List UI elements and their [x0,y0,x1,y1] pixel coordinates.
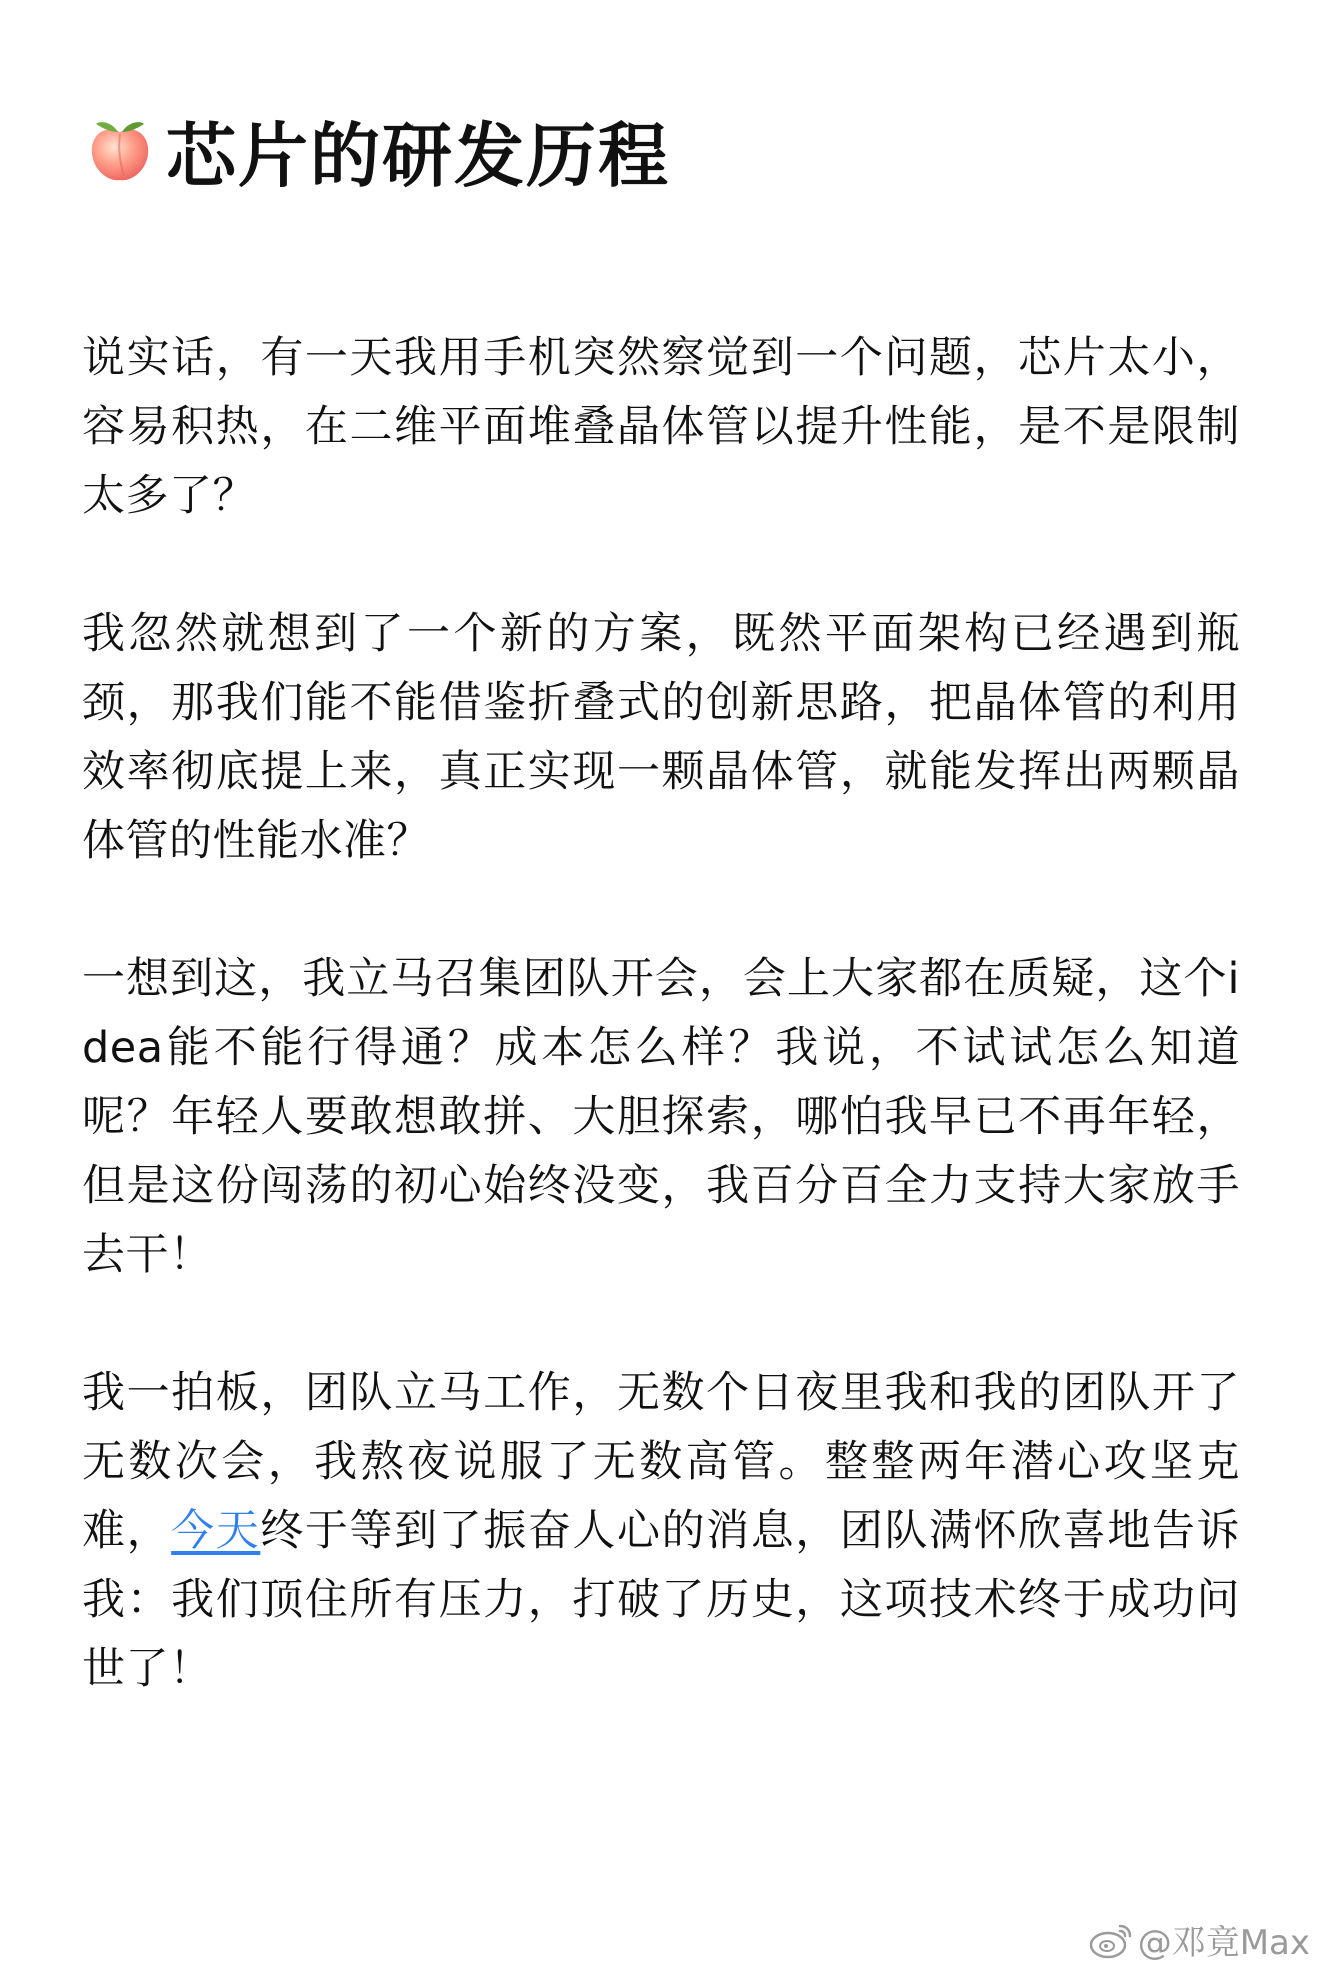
paragraph-3: 一想到这，我立马召集团队开会，会上大家都在质疑，这个idea能不能行得通？成本怎么样？我说，不试试怎么知道呢？年轻人要敢想敢拼、大胆探索，哪怕我早已不再年轻，但是这份闯荡的初心始终没变，我百分百全力支持大家放手去干！ [82,954,1240,1280]
post-header [84,100,670,200]
paragraph-4-after: 终于等到了振奋人心的消息，团队满怀欣喜地告诉我：我们顶住所有压力，打破了历史，这项技术终于成功问世了！ [82,1506,1241,1694]
watermark [1088,1915,1310,1964]
paragraph-4-before: 我一拍板，团队立马工作，无数个日夜里我和我的团队开了无数次会，我熬夜说服了无数高管。整整两年潜心攻坚克难， [82,1368,1240,1556]
paragraph-4 [82,1359,1240,1704]
post-title: 芯片的研发历程 [166,114,670,197]
weibo-icon [1088,1920,1134,1960]
today-link[interactable]: 今天 [171,1506,261,1556]
watermark-text: @邓竟Max [1137,1923,1310,1963]
paragraph-2: 我忽然就想到了一个新的方案，既然平面架构已经遇到瓶颈，那我们能不能借鉴折叠式的创新思路，把晶体管的利用效率彻底提上来，真正实现一颗晶体管，就能发挥出两颗晶体管的性能水准？ [82,609,1240,866]
post-body [82,324,1240,1773]
peach-icon [84,114,156,186]
paragraph-1: 说实话，有一天我用手机突然察觉到一个问题，芯片太小，容易积热，在二维平面堆叠晶体管以提升性能，是不是限制太多了？ [82,333,1240,521]
